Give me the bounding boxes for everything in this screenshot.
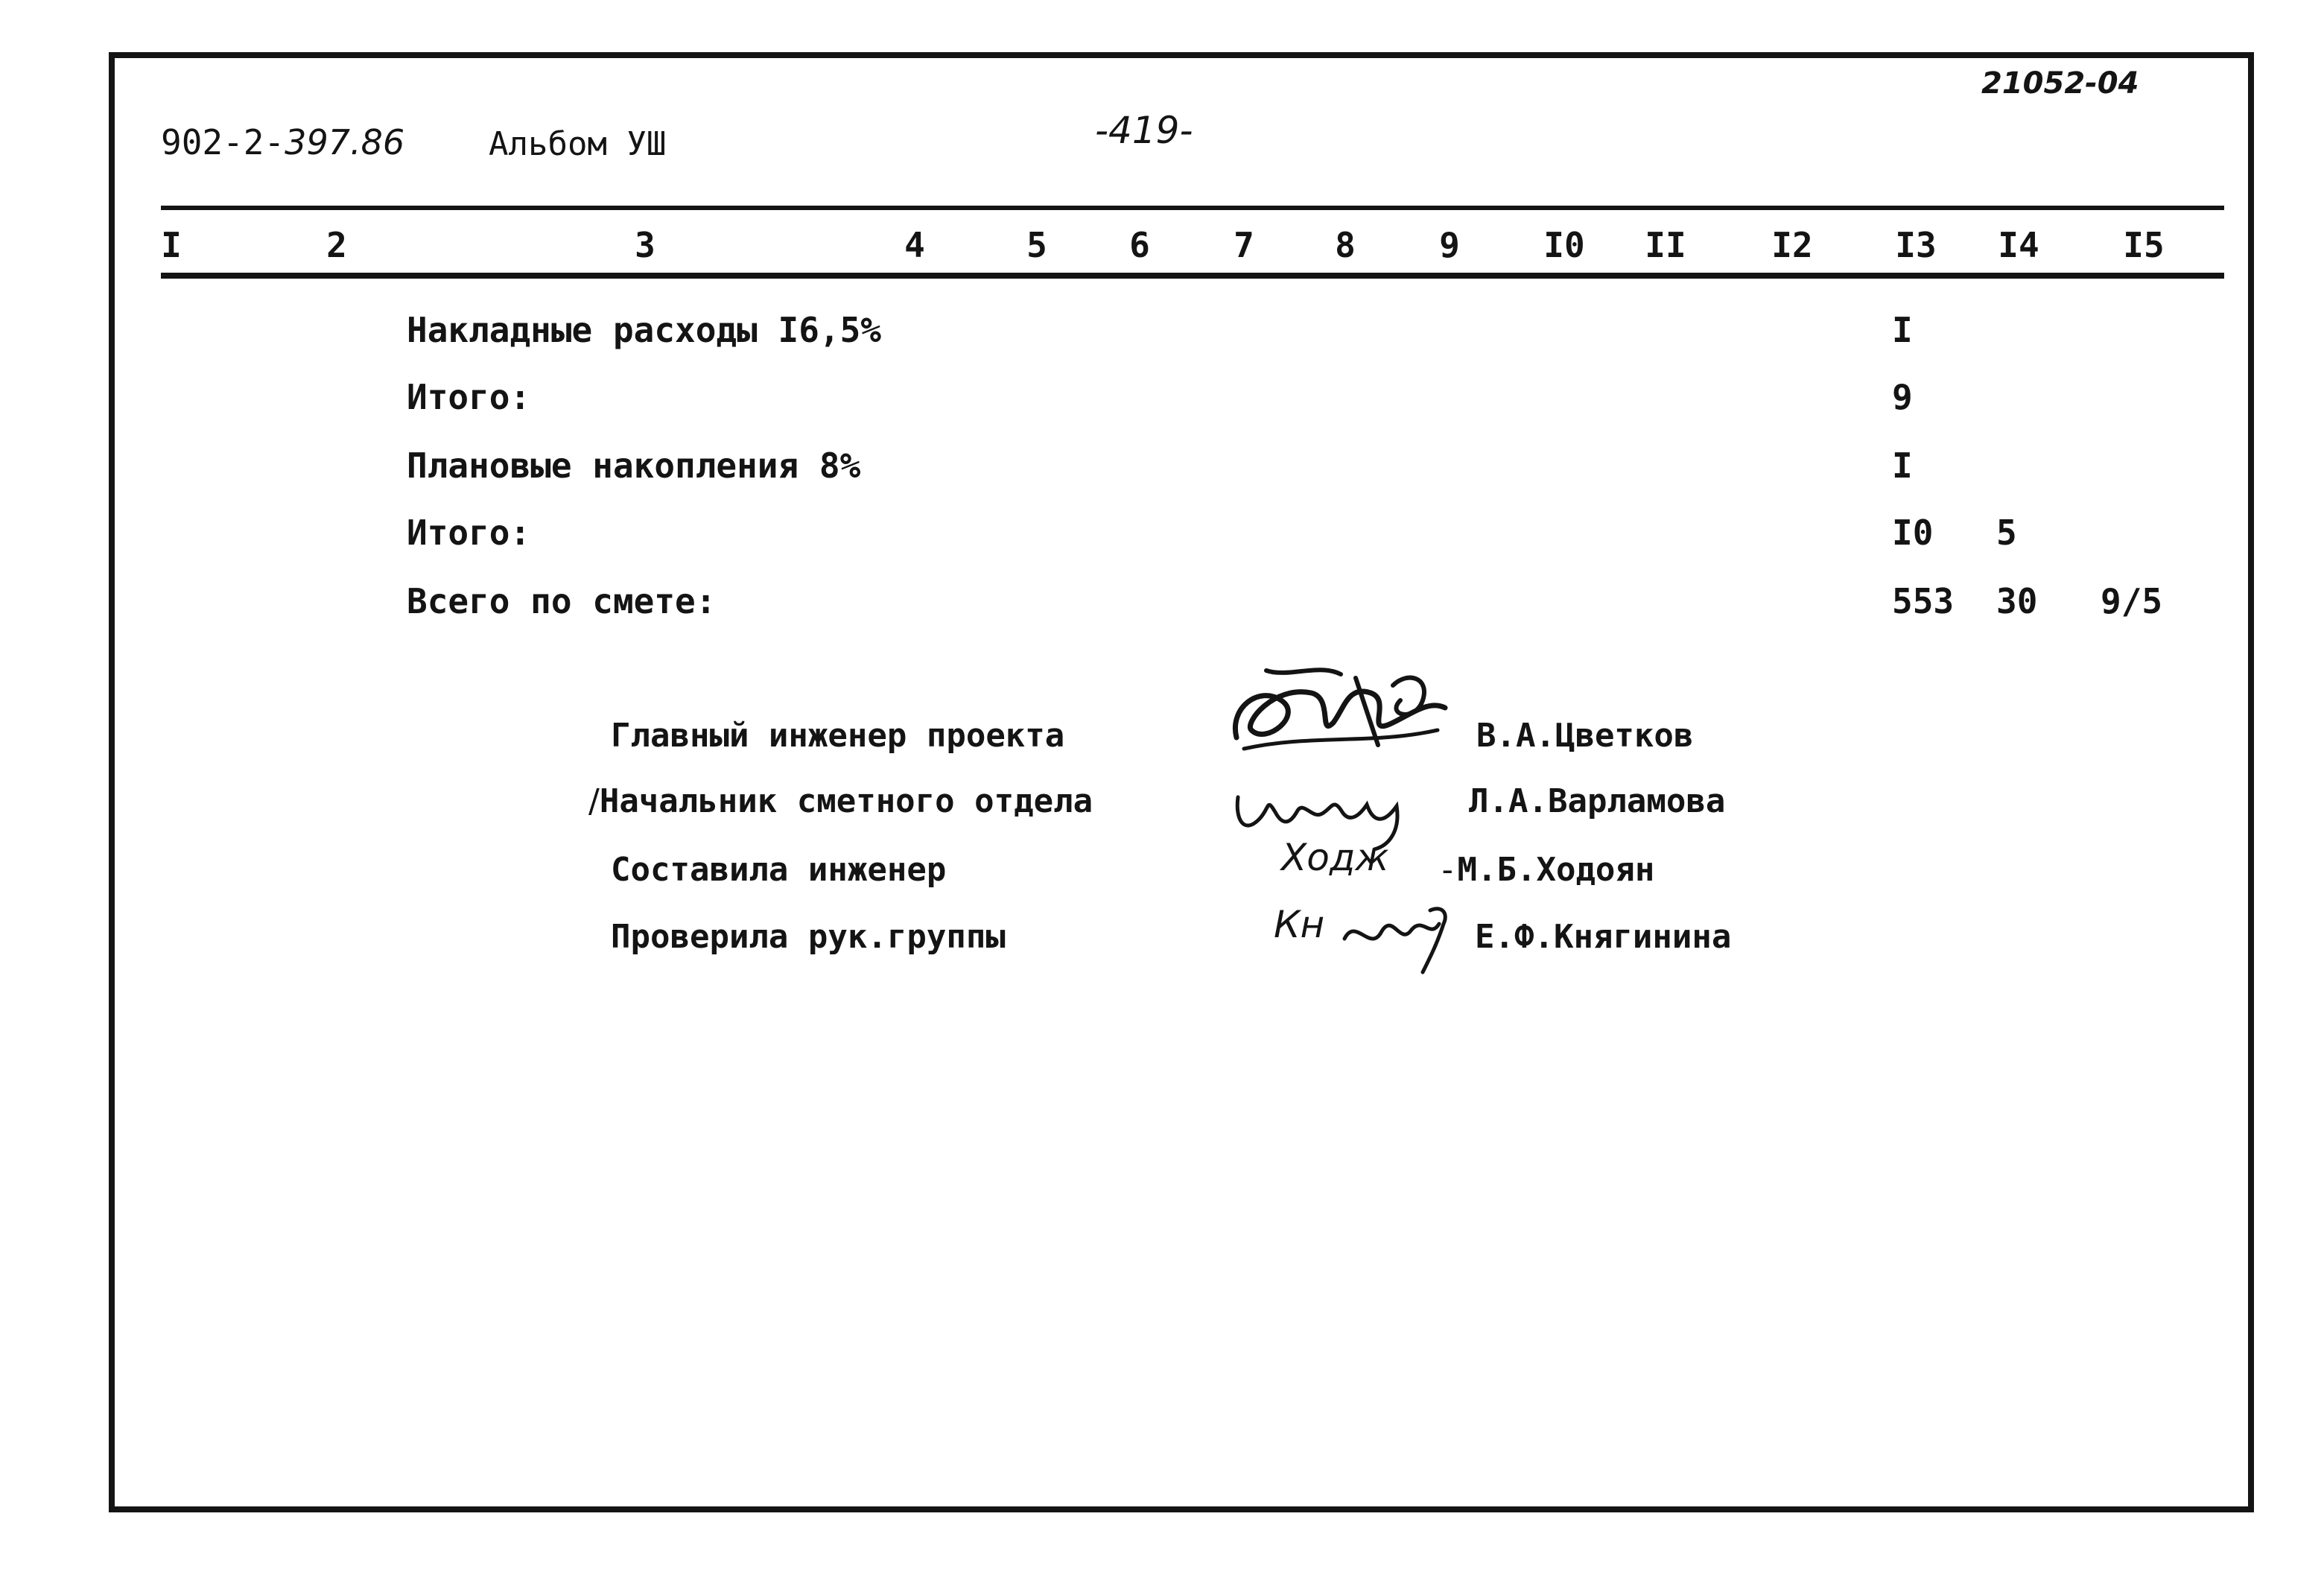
- column-header: 6: [1129, 225, 1150, 265]
- signature-name: -М.Б.Ходоян: [1438, 851, 1655, 889]
- album-label: Альбом УШ: [489, 125, 667, 163]
- row-value-col13: I0: [1892, 513, 1934, 553]
- row-value-col13: 553: [1892, 581, 1955, 621]
- signature-role: Составила инженер: [611, 851, 947, 889]
- column-header: I0: [1543, 225, 1585, 265]
- row-label: Итого:: [407, 377, 531, 417]
- header-rule-bottom: [161, 273, 2224, 279]
- signature-knyaginina-flourish: [1341, 901, 1452, 976]
- column-header: 7: [1234, 225, 1254, 265]
- page-number: -419-: [1095, 109, 1193, 152]
- row-value-col15: 9/5: [2101, 581, 2163, 621]
- row-label: Накладные расходы I6,5%: [407, 310, 881, 350]
- document-code-prefix: 902-2-: [161, 122, 285, 162]
- column-header: I4: [1998, 225, 2039, 265]
- column-header: I2: [1771, 225, 1813, 265]
- signature-role: /Начальник сметного отдела: [588, 782, 1093, 820]
- column-header: II: [1645, 225, 1686, 265]
- row-value-col13: I: [1892, 446, 1913, 486]
- row-label: Плановые накопления 8%: [407, 446, 861, 486]
- row-label: Итого:: [407, 513, 531, 553]
- signature-role: Проверила рук.группы: [611, 918, 1006, 956]
- margin-slash-mark: /: [588, 782, 600, 820]
- column-header: I5: [2123, 225, 2165, 265]
- column-header: 8: [1335, 225, 1356, 265]
- column-header: I3: [1895, 225, 1937, 265]
- signature-knyaginina: Кн: [1274, 903, 1325, 946]
- column-header: 5: [1026, 225, 1047, 265]
- document-number: 21052-04: [1981, 66, 2139, 101]
- row-value-col14: 30: [1996, 581, 2038, 621]
- signature-name: Л.А.Варламова: [1469, 782, 1726, 820]
- row-label: Всего по смете:: [407, 581, 717, 621]
- column-header: 4: [904, 225, 925, 265]
- column-header: 2: [326, 225, 347, 265]
- row-value-col13: 9: [1892, 377, 1913, 417]
- document-code-handwritten: 397.86: [285, 122, 405, 162]
- row-value-col14: 5: [1996, 513, 2017, 553]
- dash-mark: -: [1438, 851, 1458, 889]
- document-code: [161, 122, 405, 162]
- column-header: I: [161, 225, 182, 265]
- row-value-col13: I: [1892, 310, 1913, 350]
- column-header: 9: [1439, 225, 1460, 265]
- header-rule-top: [161, 206, 2224, 210]
- signature-name: В.А.Цветков: [1476, 717, 1694, 755]
- signature-tsvetkov: [1222, 656, 1452, 767]
- document-frame: [109, 52, 2254, 1512]
- signature-name: Е.Ф.Княгинина: [1475, 918, 1732, 956]
- column-header: 3: [635, 225, 655, 265]
- signature-role: Главный инженер проекта: [611, 717, 1065, 755]
- signature-khodoyan: Ходж: [1281, 836, 1389, 879]
